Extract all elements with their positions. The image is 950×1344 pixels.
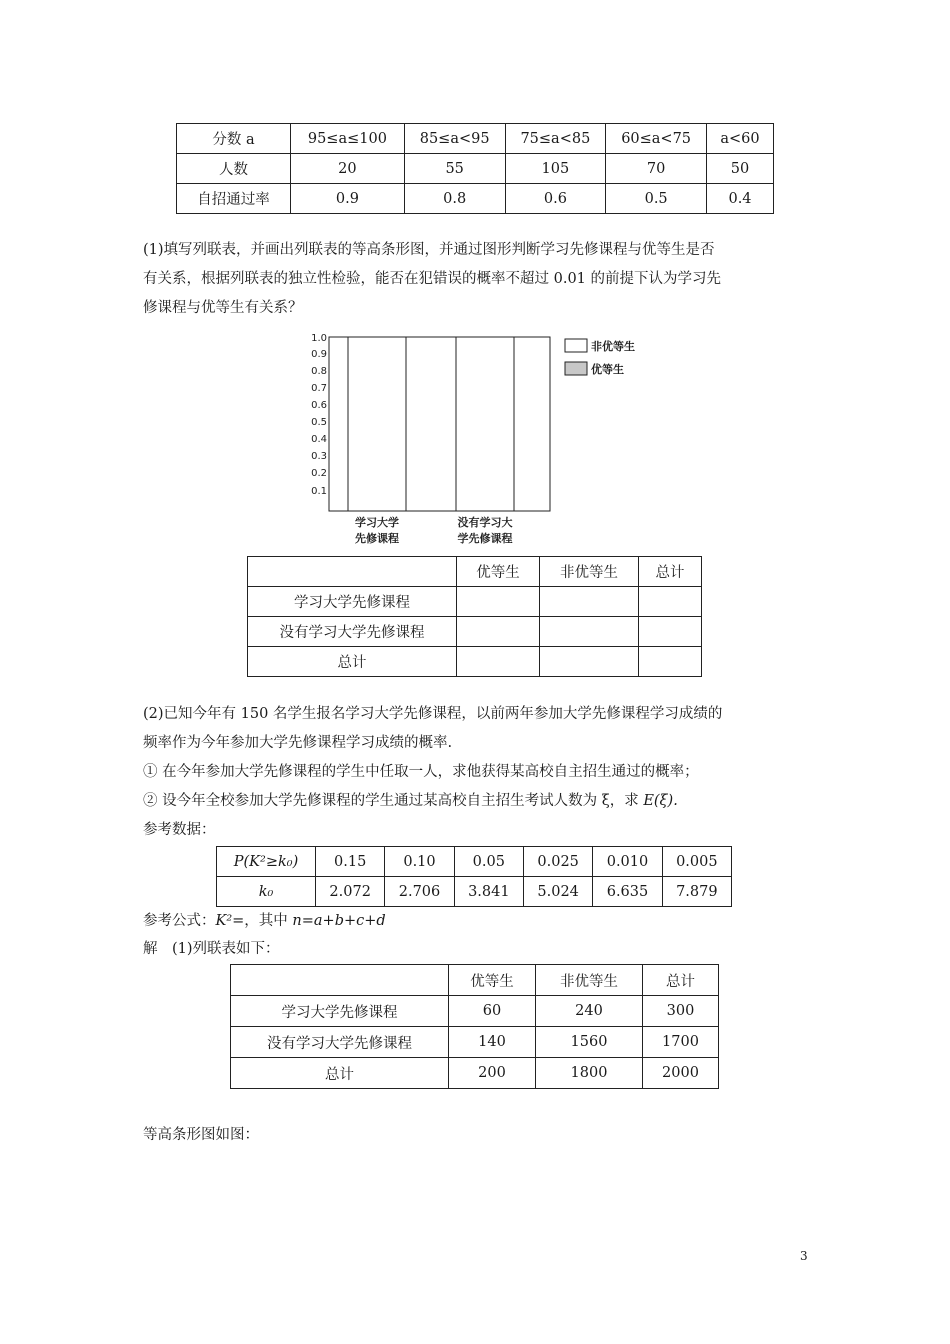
q2-sub-2-text: ② 设今年全校参加大学先修课程的学生通过某高校自主招生考试人数为 ξ，求 <box>143 793 639 809</box>
row-label: 总计 <box>248 647 457 677</box>
legend-swatch-non-excellent <box>565 339 587 352</box>
value-cell: 1700 <box>643 1027 719 1058</box>
empty-cell[interactable] <box>457 647 540 677</box>
score-header: 分数 a <box>177 124 291 154</box>
q2-line-1: (2)已知今年有 150 名学生报名学习大学先修课程，以前两年参加大学先修课程学习成绩的 <box>143 706 723 722</box>
y-tick: 0.4 <box>311 434 327 445</box>
header-cell: 总计 <box>643 965 719 996</box>
k-label: k₀ <box>217 877 316 907</box>
count-cell: 20 <box>291 154 405 184</box>
p-cell: 0.10 <box>385 847 454 877</box>
row-label: 没有学习大学先修课程 <box>248 617 457 647</box>
empty-cell[interactable] <box>639 587 702 617</box>
rate-cell: 0.9 <box>291 184 405 214</box>
p-label: P(K²≥k₀) <box>217 847 316 877</box>
table-header-row <box>248 557 702 587</box>
k-row <box>217 877 732 907</box>
legend-swatch-excellent <box>565 362 587 375</box>
group-label-1: 先修课程 <box>355 532 399 545</box>
table-row <box>231 996 719 1027</box>
chart-caption: 等高条形图如图： <box>143 1127 259 1143</box>
y-tick: 0.5 <box>311 417 327 428</box>
group-label-1: 学习大学 <box>355 516 399 529</box>
q2-sub-2-expr: E(ξ). <box>643 793 678 809</box>
table-row <box>231 1027 719 1058</box>
q2-sub-1: ① 在今年参加大学先修课程的学生中任取一人，求他获得某高校自主招生通过的概率； <box>143 764 699 780</box>
formula-line <box>143 909 386 930</box>
chart-frame <box>329 337 550 511</box>
empty-cell[interactable] <box>540 647 639 677</box>
range-cell: a<60 <box>707 124 774 154</box>
y-tick: 0.6 <box>311 400 327 411</box>
rate-cell: 0.6 <box>505 184 606 214</box>
empty-bar-chart <box>300 328 660 550</box>
range-cell: 75≤a<85 <box>505 124 606 154</box>
header-cell: 总计 <box>639 557 702 587</box>
y-tick: 0.8 <box>311 366 327 377</box>
row-label: 没有学习大学先修课程 <box>231 1027 449 1058</box>
empty-cell[interactable] <box>457 617 540 647</box>
range-cell: 95≤a≤100 <box>291 124 405 154</box>
score-range-row <box>177 124 774 154</box>
p-cell: 0.005 <box>662 847 731 877</box>
k-cell: 2.706 <box>385 877 454 907</box>
y-tick: 0.2 <box>311 468 327 479</box>
p-cell: 0.025 <box>523 847 592 877</box>
count-cell: 55 <box>404 154 505 184</box>
count-cell: 105 <box>505 154 606 184</box>
empty-cell[interactable] <box>639 617 702 647</box>
count-cell: 50 <box>707 154 774 184</box>
empty-cell[interactable] <box>639 647 702 677</box>
row-label: 总计 <box>231 1058 449 1089</box>
corner-cell <box>248 557 457 587</box>
count-row <box>177 154 774 184</box>
range-cell: 60≤a<75 <box>606 124 707 154</box>
value-cell: 1800 <box>536 1058 643 1089</box>
page-number: 3 <box>800 1249 808 1263</box>
header-cell: 非优等生 <box>540 557 639 587</box>
table-header-row <box>231 965 719 996</box>
y-tick: 1.0 <box>311 333 327 344</box>
value-cell: 300 <box>643 996 719 1027</box>
header-cell: 优等生 <box>449 965 536 996</box>
value-cell: 240 <box>536 996 643 1027</box>
y-tick: 0.3 <box>311 451 327 462</box>
range-cell: 85≤a<95 <box>404 124 505 154</box>
value-cell: 140 <box>449 1027 536 1058</box>
row-label: 学习大学先修课程 <box>248 587 457 617</box>
solution-table <box>230 964 719 1089</box>
count-cell: 70 <box>606 154 707 184</box>
q1-line-3: 修课程与优等生有关系？ <box>143 300 303 316</box>
y-tick: 0.7 <box>311 383 327 394</box>
rate-cell: 0.4 <box>707 184 774 214</box>
value-cell: 2000 <box>643 1058 719 1089</box>
empty-cell[interactable] <box>457 587 540 617</box>
value-cell: 200 <box>449 1058 536 1089</box>
count-label: 人数 <box>177 154 291 184</box>
k-cell: 7.879 <box>662 877 731 907</box>
p-cell: 0.010 <box>593 847 662 877</box>
row-label: 学习大学先修课程 <box>231 996 449 1027</box>
q1-line-2: 有关系，根据列联表的独立性检验，能否在犯错误的概率不超过 0.01 的前提下认为学习先 <box>143 271 721 287</box>
formula-middle: ，其中 <box>244 913 293 929</box>
q2-sub-2 <box>143 789 678 810</box>
q1-line-1: (1)填写列联表，并画出列联表的等高条形图，并通过图形判断学习先修课程与优等生是否 <box>143 242 715 258</box>
empty-contingency-table <box>247 556 702 677</box>
formula-n: n=a+b+c+d <box>292 913 386 929</box>
k-cell: 6.635 <box>593 877 662 907</box>
solution-intro: 解 (1)列联表如下： <box>143 941 280 957</box>
score-table <box>176 123 774 214</box>
group-label-2: 学先修课程 <box>457 532 513 545</box>
rate-cell: 0.8 <box>404 184 505 214</box>
header-cell: 优等生 <box>457 557 540 587</box>
k-cell: 5.024 <box>523 877 592 907</box>
table-row <box>248 617 702 647</box>
p-cell: 0.15 <box>316 847 385 877</box>
k-cell: 2.072 <box>316 877 385 907</box>
rate-label: 自招通过率 <box>177 184 291 214</box>
corner-cell <box>231 965 449 996</box>
ref-data-label: 参考数据： <box>143 822 216 838</box>
group-label-2: 没有学习大 <box>457 516 513 529</box>
rate-row <box>177 184 774 214</box>
p-row <box>217 847 732 877</box>
table-row <box>248 647 702 677</box>
value-cell: 60 <box>449 996 536 1027</box>
formula-k2: K²= <box>215 913 245 929</box>
table-row <box>231 1058 719 1089</box>
legend-non-excellent: 非优等生 <box>591 340 635 353</box>
y-tick: 0.9 <box>311 349 327 360</box>
rate-cell: 0.5 <box>606 184 707 214</box>
reference-table <box>216 846 732 907</box>
p-cell: 0.05 <box>454 847 523 877</box>
q2-line-2: 频率作为今年参加大学先修课程学习成绩的概率. <box>143 735 453 751</box>
table-row <box>248 587 702 617</box>
k-cell: 3.841 <box>454 877 523 907</box>
empty-cell[interactable] <box>540 617 639 647</box>
header-cell: 非优等生 <box>536 965 643 996</box>
empty-cell[interactable] <box>540 587 639 617</box>
value-cell: 1560 <box>536 1027 643 1058</box>
y-tick: 0.1 <box>311 486 327 497</box>
legend-excellent: 优等生 <box>591 363 624 376</box>
formula-prefix: 参考公式： <box>143 913 216 929</box>
